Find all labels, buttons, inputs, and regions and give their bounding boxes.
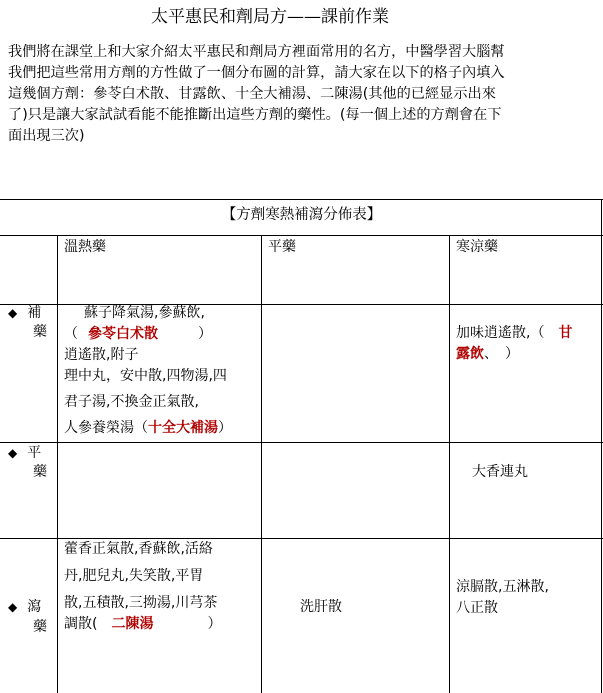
intro-line: 面出現三次) [8,128,85,144]
row-label-neutral [8,443,41,464]
intro-paragraph [8,42,598,147]
text-segment: 調散( [64,616,98,632]
answer-shiquan-dabu: 十全大補湯 [148,420,218,436]
cell-line: 君子湯,不換金正氣散, [64,394,199,410]
column-header-neutral: 平藥 [268,239,296,255]
bullet-icon: ◆ [8,446,18,460]
cell-line [64,614,260,635]
cell-purge-cold [456,577,602,619]
cell-line: 八正散 [456,600,498,616]
cell-line: 散,五積散,三拗湯,川芎茶 [64,595,218,611]
distribution-table [0,199,603,693]
table-rule [0,442,603,443]
cell-line [456,344,602,365]
intro-line: 了)只是讓大家試試看能不能推斷出這些方劑的藥性。(每一個上述的方劑會在下 [8,107,502,123]
cell-tonify-warm [64,303,260,439]
bullet-icon: ◆ [8,600,18,614]
paren-open: （ [64,326,78,342]
bullet-icon: ◆ [8,306,18,320]
cell-line: 藿香正氣散,香蘇飲,活絡 [64,541,213,557]
cell-tonify-cold [456,323,602,365]
answer-ganlu-a: 甘 [558,325,573,341]
intro-line: 這幾個方劑：參苓白术散、甘露飲、十全大補湯、二陳湯(其他的已經显示出來 [8,86,496,102]
cell-line: 逍遙散,附子 [64,347,139,363]
table-col-rule [57,235,58,693]
answer-shenling-baizhu: 參苓白术散 [88,326,158,342]
row-label-purge [8,597,41,618]
row-label-bottom: 藥 [33,464,47,480]
column-header-cold: 寒涼藥 [456,239,498,255]
answer-ganlu-b: 露飲 [456,346,484,362]
answer-erchen: 二陳湯 [111,616,154,632]
column-header-warm: 溫熱藥 [64,239,106,255]
table-rule [0,235,603,236]
row-label-bottom: 藥 [33,324,47,340]
cell-line [64,324,260,345]
paren-close: ） [198,326,212,342]
cell-line: 蘇子降氣湯,參蘇飲, [84,305,205,321]
cell-line [64,418,260,439]
intro-line: 我們把這些常用方劑的方性做了一個分布圖的計算，請大家在以下的格子內填入 [8,65,505,81]
row-label-top: 平 [27,445,42,461]
cell-line: 理中丸，安中散,四物湯,四 [64,368,227,384]
table-col-rule [449,235,450,693]
cell-purge-neutral: 洗肝散 [300,599,342,615]
cell-line [456,323,602,344]
cell-neutral-cold: 大香連丸 [472,464,528,480]
row-label-top: 補 [27,305,42,321]
intro-line: 我們將在課堂上和大家介紹太平惠民和劑局方裡面常用的名方，中醫學習大腦幫 [8,44,505,60]
paren-close: ） [207,616,222,632]
page-title: 太平惠民和劑局方——課前作業 [151,7,389,27]
cell-line: 丹,肥兒丸,失笑散,平胃 [64,568,204,584]
table-caption: 【方劑寒熱補瀉分佈表】 [221,207,382,223]
row-label-tonify [8,303,41,324]
row-label-top: 瀉 [27,599,42,615]
text-segment: 加味逍遙散,（ [456,325,545,341]
cell-purge-warm [64,539,260,635]
text-segment: 、 ） [484,346,519,362]
cell-line: 涼膈散,五淋散, [456,579,549,595]
table-border-top [0,199,603,200]
row-label-bottom: 藥 [33,619,47,635]
text-segment: 人參養榮湯（ [64,420,148,436]
table-col-rule [261,235,262,693]
paren-close: ） [218,420,232,436]
